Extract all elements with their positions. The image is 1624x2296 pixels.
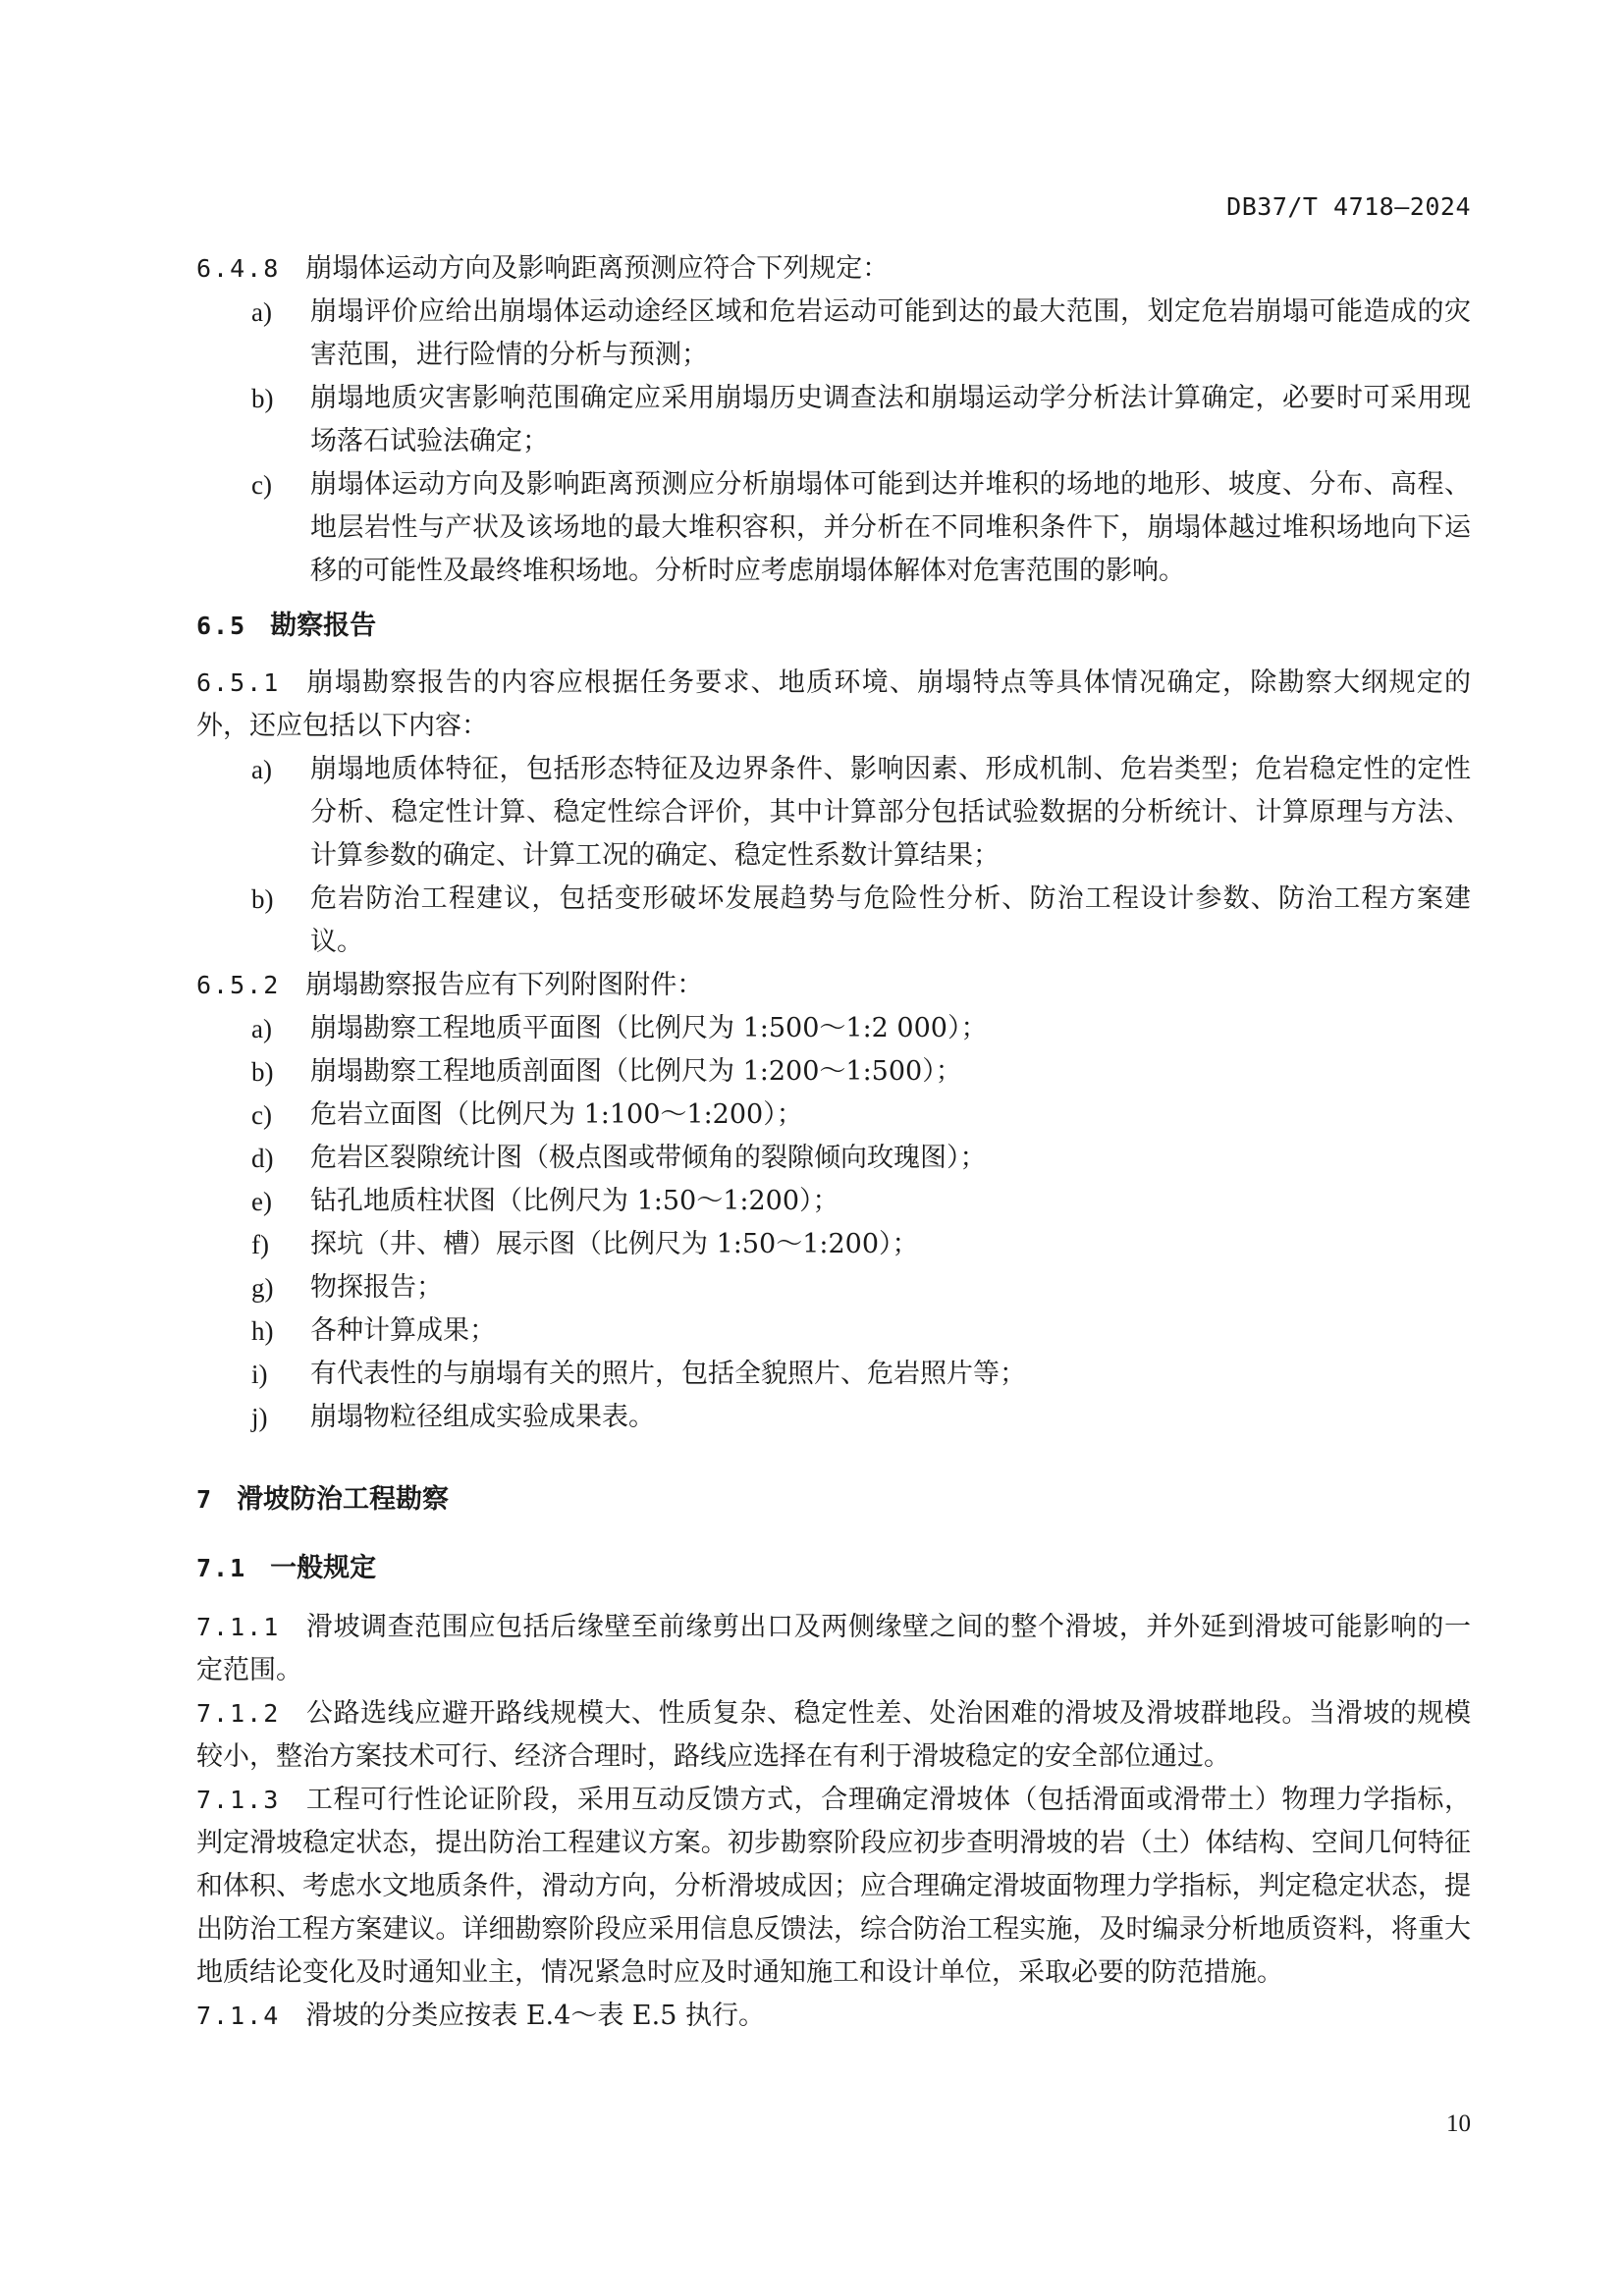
list-item bbox=[196, 377, 1471, 463]
list-label: a) bbox=[251, 297, 272, 327]
list-label: c) bbox=[251, 470, 272, 500]
clause-text: 滑坡的分类应按表 E.4～表 E.5 执行。 bbox=[305, 2001, 765, 2031]
list-text: 危岩防治工程建议，包括变形破坏发展趋势与危险性分析、防治工程设计参数、防治工程方案建议。 bbox=[310, 883, 1471, 957]
clause-6-4-8 bbox=[196, 247, 1471, 291]
section-title: 勘察报告 bbox=[270, 611, 377, 641]
clause-number: 6.4.8 bbox=[196, 254, 281, 283]
clause-number: 7.1.3 bbox=[196, 1786, 281, 1814]
clause-7-1-1 bbox=[196, 1606, 1471, 1692]
list-label: j) bbox=[251, 1403, 268, 1432]
list-text: 危岩区裂隙统计图（极点图或带倾角的裂隙倾向玫瑰图）； bbox=[310, 1143, 987, 1173]
list-label: b) bbox=[251, 1057, 274, 1087]
list-text: 探坑（井、槽）展示图（比例尺为 1:50～1:200）； bbox=[310, 1229, 919, 1259]
clause-text: 崩塌勘察报告的内容应根据任务要求、地质环境、崩塌特点等具体情况确定，除勘察大纲规定的外，还应包括以下内容： bbox=[196, 667, 1471, 741]
list-text: 钻孔地质柱状图（比例尺为 1:50～1:200）； bbox=[310, 1186, 839, 1216]
clause-number: 6.5.2 bbox=[196, 971, 281, 999]
section-number: 6.5 bbox=[196, 612, 247, 640]
chapter-heading-7 bbox=[196, 1478, 1471, 1522]
list-item bbox=[196, 1094, 1471, 1137]
clause-7-1-4 bbox=[196, 1995, 1471, 2038]
list-text: 崩塌勘察工程地质平面图（比例尺为 1:500～1:2 000）； bbox=[310, 1013, 988, 1043]
section-number: 7.1 bbox=[196, 1554, 247, 1582]
clause-6-5-2 bbox=[196, 964, 1471, 1007]
list-label: h) bbox=[251, 1316, 274, 1346]
clause-number: 7.1.2 bbox=[196, 1699, 281, 1728]
list-item bbox=[196, 291, 1471, 377]
list-text: 崩塌体运动方向及影响距离预测应分析崩塌体可能到达并堆积的场地的地形、坡度、分布、高程、地层岩性与产状及该场地的最大堆积容积，并分析在不同堆积条件下，崩塌体越过堆积场地向下运移的可能性及最终堆积场地。分析时应考虑崩塌体解体对危害范围的影响。 bbox=[310, 469, 1471, 586]
list-text: 各种计算成果； bbox=[310, 1315, 496, 1346]
list-text: 物探报告； bbox=[310, 1272, 443, 1303]
section-heading-7-1 bbox=[196, 1547, 1471, 1590]
list-item bbox=[196, 1180, 1471, 1223]
list-item bbox=[196, 1050, 1471, 1094]
list-label: i) bbox=[251, 1360, 268, 1389]
list-item bbox=[196, 1353, 1471, 1396]
chapter-number: 7 bbox=[196, 1485, 214, 1514]
list-text: 崩塌评价应给出崩塌体运动途经区域和危岩运动可能到达的最大范围，划定危岩崩塌可能造成的灾害范围，进行险情的分析与预测； bbox=[310, 296, 1471, 370]
clause-number: 6.5.1 bbox=[196, 668, 281, 697]
page-body bbox=[196, 247, 1471, 2038]
clause-7-1-3 bbox=[196, 1779, 1471, 1995]
list-label: e) bbox=[251, 1187, 272, 1216]
list-item bbox=[196, 1007, 1471, 1050]
clause-7-1-2 bbox=[196, 1692, 1471, 1779]
clause-text: 工程可行性论证阶段，采用互动反馈方式，合理确定滑坡体（包括滑面或滑带土）物理力学指标，判定滑坡稳定状态，提出防治工程建议方案。初步勘察阶段应初步查明滑坡的岩（土）体结构、空间几何特征和体积、考虑水文地质条件，滑动方向，分析滑坡成因；应合理确定滑坡面物理力学指标，判定稳定状态，提出防治工程方案建议。详细勘察阶段应采用信息反馈法，综合防治工程实施，及时编录分析地质资料，将重大地质结论变化及时通知业主，情况紧急时应及时通知施工和设计单位，采取必要的防范措施。 bbox=[196, 1785, 1471, 1988]
list-text: 崩塌地质灾害影响范围确定应采用崩塌历史调查法和崩塌运动学分析法计算确定，必要时可采用现场落石试验法确定； bbox=[310, 383, 1471, 456]
chapter-title: 滑坡防治工程勘察 bbox=[237, 1484, 450, 1515]
clause-text: 滑坡调查范围应包括后缘壁至前缘剪出口及两侧缘壁之间的整个滑坡，并外延到滑坡可能影响的一定范围。 bbox=[196, 1612, 1471, 1685]
section-heading-6-5 bbox=[196, 605, 1471, 648]
clause-6-5-1 bbox=[196, 662, 1471, 748]
page-number: 10 bbox=[1446, 2110, 1471, 2137]
list-item bbox=[196, 878, 1471, 964]
list-text: 有代表性的与崩塌有关的照片，包括全貌照片、危岩照片等； bbox=[310, 1359, 1026, 1389]
clause-number: 7.1.4 bbox=[196, 2002, 281, 2030]
list-label: g) bbox=[251, 1273, 274, 1303]
list-item bbox=[196, 463, 1471, 593]
list-text: 崩塌勘察工程地质剖面图（比例尺为 1:200～1:500）； bbox=[310, 1056, 962, 1087]
section-title: 一般规定 bbox=[270, 1553, 377, 1583]
clause-number: 7.1.1 bbox=[196, 1613, 281, 1641]
list-item bbox=[196, 1137, 1471, 1180]
list-label: c) bbox=[251, 1100, 272, 1130]
list-item bbox=[196, 1309, 1471, 1353]
list-label: f) bbox=[251, 1230, 269, 1259]
list-text: 危岩立面图（比例尺为 1:100～1:200）； bbox=[310, 1099, 803, 1130]
clause-text: 崩塌勘察报告应有下列附图附件： bbox=[305, 970, 704, 1000]
list-label: d) bbox=[251, 1144, 274, 1173]
list-label: a) bbox=[251, 755, 272, 784]
list-text: 崩塌地质体特征，包括形态特征及边界条件、影响因素、形成机制、危岩类型；危岩稳定性的定性分析、稳定性计算、稳定性综合评价，其中计算部分包括试验数据的分析统计、计算原理与方法、计算参数的确定、计算工况的确定、稳定性系数计算结果； bbox=[310, 754, 1471, 871]
clause-text: 公路选线应避开路线规模大、性质复杂、稳定性差、处治困难的滑坡及滑坡群地段。当滑坡的规模较小，整治方案技术可行、经济合理时，路线应选择在有利于滑坡稳定的安全部位通过。 bbox=[196, 1698, 1471, 1772]
list-label: b) bbox=[251, 384, 274, 413]
clause-text: 崩塌体运动方向及影响距离预测应符合下列规定： bbox=[305, 253, 890, 284]
list-item bbox=[196, 1223, 1471, 1266]
list-text: 崩塌物粒径组成实验成果表。 bbox=[310, 1402, 655, 1432]
list-label: b) bbox=[251, 884, 274, 914]
list-item bbox=[196, 748, 1471, 878]
list-label: a) bbox=[251, 1014, 272, 1043]
standard-code-header: DB37/T 4718—2024 bbox=[1226, 192, 1471, 221]
list-item bbox=[196, 1396, 1471, 1439]
list-item bbox=[196, 1266, 1471, 1309]
